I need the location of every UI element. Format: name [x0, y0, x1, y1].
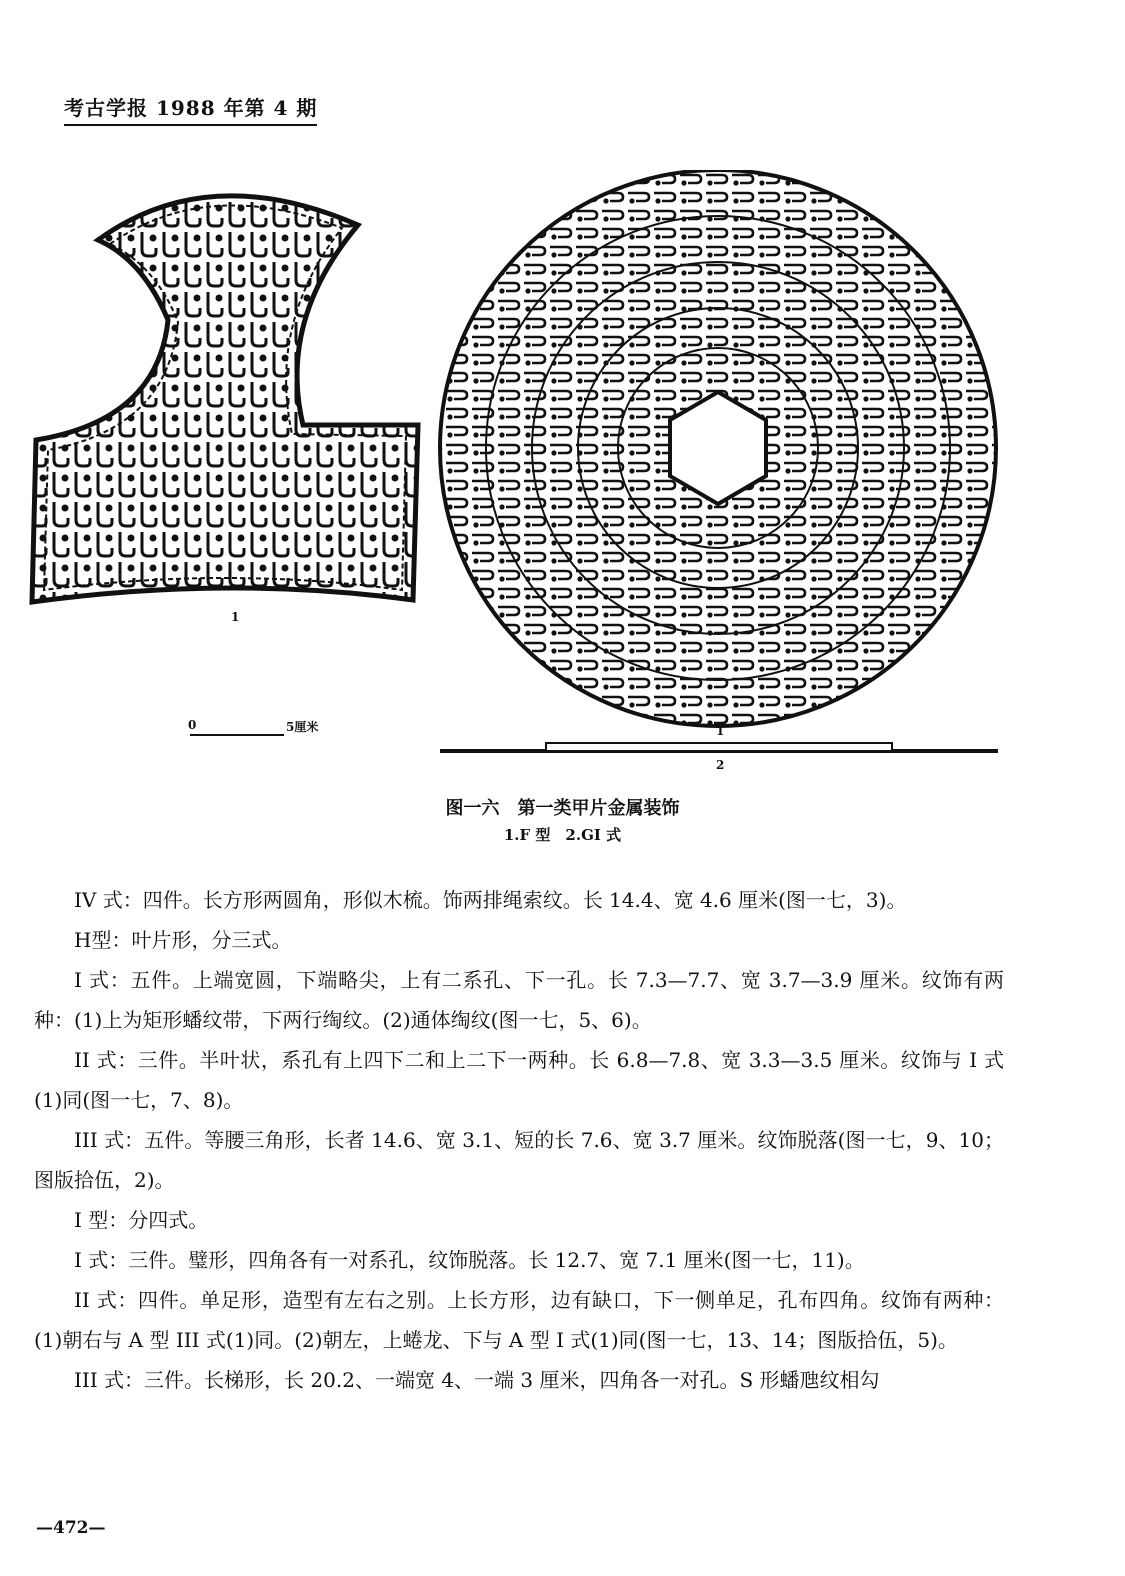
paragraph: I 型：分四式。 — [74, 1208, 209, 1232]
page-number: —472— — [36, 1518, 106, 1538]
article-body — [34, 880, 1004, 1400]
journal-header: 考古学报 1988 年第 4 期 — [64, 92, 317, 126]
plate-f-drawing — [32, 196, 418, 602]
paragraph: III 式：三件。长梯形，长 20.2、一端宽 4、一端 3 厘米，四角各一对孔。S 形蟠虺纹相勾 — [74, 1368, 880, 1392]
paragraph: IV 式：四件。长方形两圆角，形似木梳。饰两排绳索纹。长 14.4、宽 4.6 厘米(图一七，3)。 — [74, 888, 907, 912]
figure-caption-title: 图一六 第一类甲片金属装饰 — [445, 798, 680, 819]
figure-label-disc: 1 — [716, 724, 725, 738]
paragraph: H型：叶片形，分三式。 — [74, 928, 292, 952]
disc-profile — [440, 743, 998, 751]
scale-zero-label: 0 — [188, 718, 197, 732]
paragraph: I 式：三件。璧形，四角各有一对系孔，纹饰脱落。长 12.7、宽 7.1 厘米(图一七，11)。 — [74, 1248, 865, 1272]
paragraph: II 式：三件。半叶状，系孔有上四下二和上二下一两种。长 6.8—7.8、宽 3.3—3.5 厘米。纹饰与 I 式(1)同(图一七，7、8)。 — [34, 1048, 1004, 1112]
figure-16 — [28, 170, 1028, 790]
paragraph: II 式：四件。单足形，造型有左右之别。上长方形，边有缺口，下一侧单足，孔布四角。纹饰有两种：(1)朝右与 A 型 III 式(1)同。(2)朝左，上蜷龙、下与 A 型 I 式(1)同(图一七，13、14；图版拾伍，5)。 — [34, 1288, 1004, 1352]
figure-caption-sub: 1.F 型 2.GI 式 — [503, 826, 622, 844]
paragraph: III 式：五件。等腰三角形，长者 14.6、宽 3.1、短的长 7.6、宽 3.7 厘米。纹饰脱落(图一七，9、10；图版拾伍，2)。 — [34, 1128, 1004, 1192]
disc-g-drawing — [440, 170, 996, 726]
scale-end-label: 5厘米 — [286, 720, 319, 734]
figure-label-1: 1 — [231, 610, 240, 624]
figure-drawing — [28, 170, 1028, 790]
paragraph: I 式：五件。上端宽圆，下端略尖，上有二系孔、下一孔。长 7.3—7.7、宽 3.7—3.9 厘米。纹饰有两种：(1)上为矩形蟠纹带，下两行绹纹。(2)通体绹纹(图一七，5、6)。 — [34, 968, 1004, 1032]
figure-label-2: 2 — [716, 758, 725, 772]
